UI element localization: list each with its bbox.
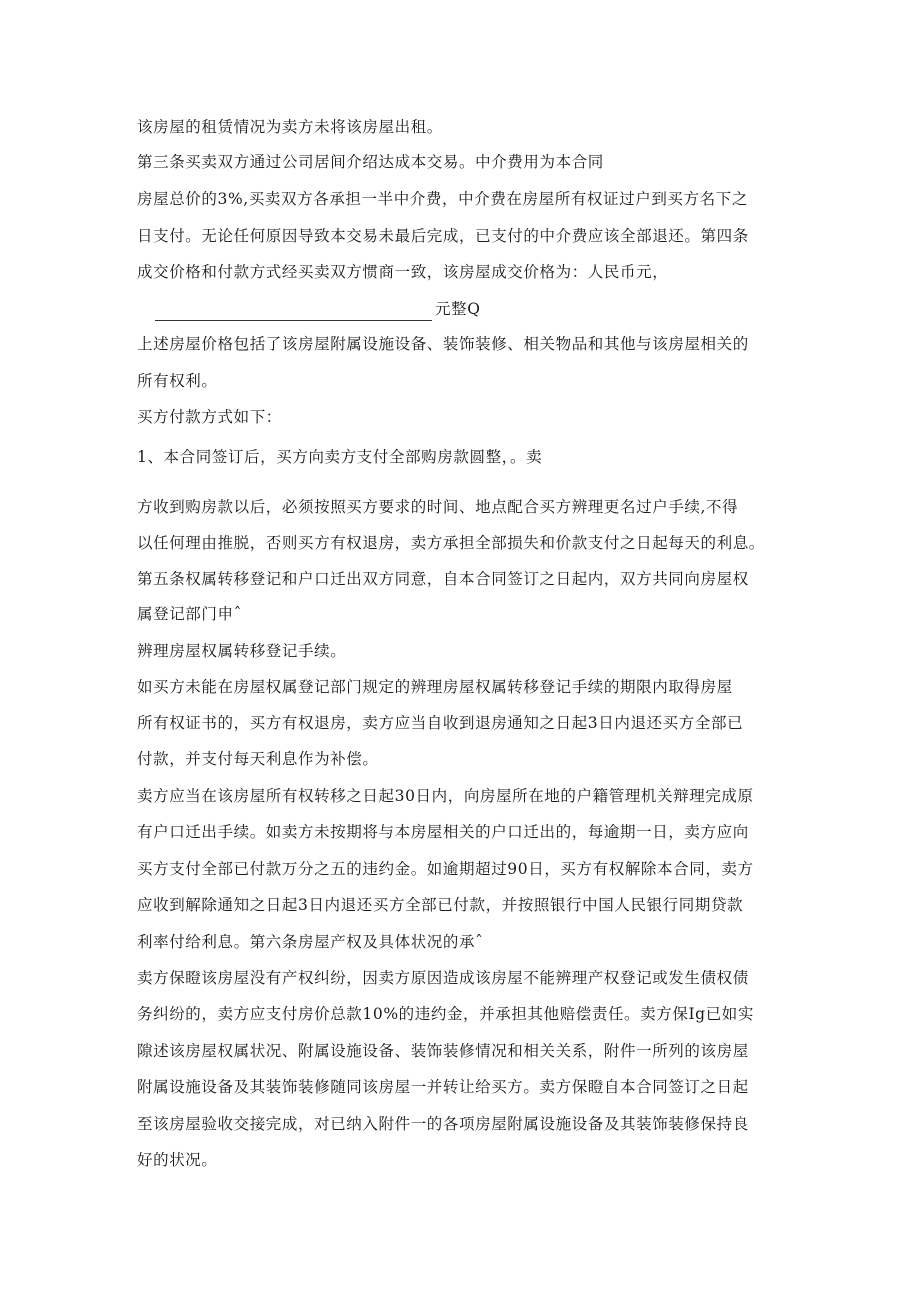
text-line-28: 好的状况。 bbox=[137, 1151, 218, 1169]
text-line-21: 应收到解除通知之日起3日内退还买方全部已付款，并按照银行中国人民银行同期贷款 bbox=[137, 896, 744, 914]
text-line-25: 隙述该房屋权属状况、附属设施设备、装饰装修情况和相关关系，附件一所列的该房屋 bbox=[137, 1042, 749, 1060]
text-line-14: 辨理房屋权属转移登记手续。 bbox=[137, 642, 347, 660]
text-line-6: 上述房屋价格包括了该房屋附属设施设备、装饰装修、相关物品和其他与该房屋相关的 bbox=[137, 335, 749, 353]
text-line-2: 第三条买卖双方通过公司居间介绍达成本交易。中介费用为本合同 bbox=[137, 153, 604, 171]
text-line-12: 第五条权属转移登记和户口迁出双方同意，自本合同签订之日起内，双方共同向房屋权 bbox=[137, 570, 749, 588]
text-line-27: 至该房屋验收交接完成，对已纳入附件一的各项房屋附属设施设备及其装饰装修保持良 bbox=[137, 1115, 749, 1133]
text-line-4: 日支付。无论任何原因导致本交易未最后完成，已支付的中介费应该全部退还。第四条 bbox=[137, 227, 749, 245]
amount-suffix: 元整Q bbox=[435, 300, 481, 318]
text-line-24: 务纠纷的，卖方应支付房价总款10%的违约金，并承担其他赔偿责任。卖方保Ig已如实 bbox=[137, 1005, 754, 1023]
text-line-11: 以任何理由推脱，否则买方有权退房，卖方承担全部损失和价款支付之日起每天的利息。 bbox=[137, 534, 765, 552]
amount-blank-line bbox=[155, 298, 432, 321]
text-line-26: 附属设施设备及其装饰装修随同该房屋一并转让给买方。卖方保瞪自本合同签订之日起 bbox=[137, 1078, 749, 1096]
text-line-3: 房屋总价的3%,买卖双方各承担一半中介费，中介费在房屋所有权证过户到买方名下之 bbox=[137, 190, 748, 208]
text-line-20: 买方支付全部已付款万分之五的违约金。如逾期超过90日，买方有权解除本合同，卖方 bbox=[137, 860, 754, 878]
text-line-23: 卖方保瞪该房屋没有产权纠纷，因卖方原因造成该房屋不能辨理产权登记或发生债权债 bbox=[137, 969, 749, 987]
text-line-1: 该房屋的租赁情况为卖方未将该房屋出租。 bbox=[137, 118, 443, 136]
text-line-10: 方收到购房款以后，必须按照买方要求的时间、地点配合买方辨理更名过户手续,不得 bbox=[137, 498, 739, 516]
text-line-7: 所有权利。 bbox=[137, 372, 218, 390]
text-line-13: 属登记部门申ˆ bbox=[137, 605, 242, 623]
text-line-5: 成交价格和付款方式经买卖双方惯商一致，该房屋成交价格为：人民币元， bbox=[137, 263, 669, 281]
text-line-18: 卖方应当在该房屋所有权转移之日起30日内，向房屋所在地的户籍管理机关辩理完成原 bbox=[137, 787, 754, 805]
text-line-8: 买方付款方式如下： bbox=[137, 408, 282, 426]
text-line-9: 1、本合同签订后，买方向卖方支付全部购房款圆整，。卖 bbox=[137, 448, 543, 466]
text-line-17: 付款，并支付每天利息作为补偿。 bbox=[137, 750, 379, 768]
text-line-15: 如买方未能在房屋权属登记部门规定的辨理房屋权属转移登记手续的期限内取得房屋 bbox=[137, 678, 733, 696]
text-line-19: 有户口迁出手续。如卖方未按期将与本房屋相关的户口迁出的，每逾期一日，卖方应向 bbox=[137, 823, 749, 841]
text-line-16: 所有权证书的，买方有权退房，卖方应当自收到退房通知之日起3日内退还买方全部已 bbox=[137, 714, 744, 732]
text-line-22: 利率付给利息。第六条房屋产权及具体状况的承ˆ bbox=[137, 933, 484, 951]
